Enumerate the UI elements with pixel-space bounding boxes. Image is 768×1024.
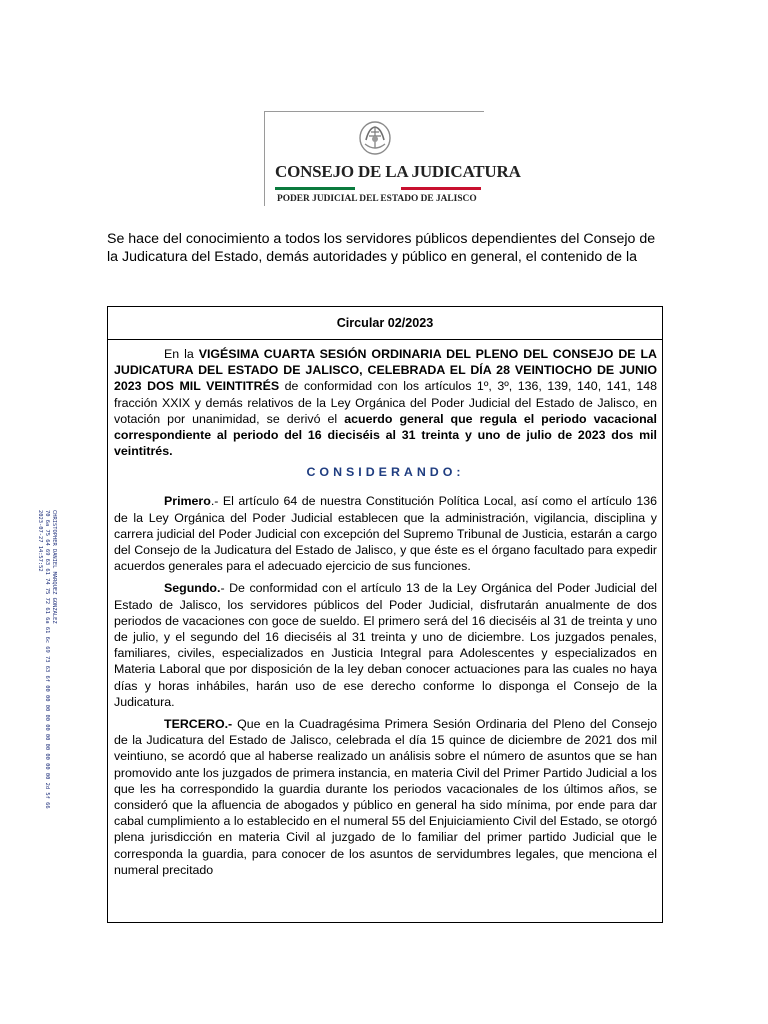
paragraph-primero [114, 493, 657, 574]
intro-text: Se hace del conocimiento a todos los servidores públicos dependientes del Consejo de la Judicatura del Estado, demás autoridades y público en general, el contenido de la [107, 231, 656, 265]
paragraph-text: .- El artículo 64 de nuestra Constitución Política Local, así como el artículo 136 de la Ley Orgánica del Poder Judicial establecen que la administración, vigilancia, disciplina y carrera judicial del Poder Judicial con excepción del Supremo Tribunal de Justicia, estarán a cargo del Consejo de la Judicatura del Estado de Jalisco, y que éste es el órgano facultado para expedir acuerdos generales para el adecuado ejercicio de sus funciones. [114, 494, 657, 574]
considerando-heading: CONSIDERANDO: [306, 465, 465, 480]
consejo-logo [264, 111, 521, 206]
opening-agreement: acuerdo general que regula el periodo vacacional correspondiente al periodo del 16 dieciséis al 31 treinta y uno de julio de 2023 dos mil veintitrés. [114, 411, 658, 459]
opening-session: VIGÉSIMA CUARTA SESIÓN ORDINARIA DEL PLENO DEL CONSEJO DE LA JUDICATURA DEL ESTADO DE JALISCO, CELEBRADA EL DÍA 28 VEINTIOCHO DE JUNIO 2023 DOS MIL VEINTITRÉS [114, 347, 657, 394]
stamp-line: CHRISTOPHER DANIEL MARQUEZ GONZALEZ [51, 510, 57, 624]
paragraph-text: - De conformidad con el artículo 13 de la Ley Orgánica del Poder Judicial del Estado de Jalisco, los servidores públicos del Poder Judicial, disfrutarán anualmente de dos periodos de vacaciones con goce de sueldo. El primero será del 16 dieciséis al 31 de treinta y uno de julio, y el segundo del 16 dieciséis al 31 treinta y uno de diciembre. Los juzgados penales, familiares, civiles, especializados en Justicia Integral para Adolescentes y especializados en Materia Laboral que por disposición de la ley deban conocer actuaciones para las cuales no haya días y horas inhábiles, harán uso de ese derecho conforme lo disponga el Consejo de la Judicatura. [114, 581, 657, 709]
circular-title: Circular 02/2023 [108, 307, 662, 340]
paragraph-segundo [114, 580, 657, 710]
opening-paragraph [114, 346, 657, 459]
paragraph-tercero [114, 716, 657, 878]
paragraph-label: Segundo. [164, 581, 221, 596]
opening-pre: En la [164, 347, 199, 361]
coat-of-arms-icon [357, 118, 393, 158]
opening-mid: de conformidad con los artículos 1º, 3º, 136, 139, 140, 141, 148 fracción XXIX y demás relativos de la Ley Orgánica del Poder Judicial del Estado de Jalisco, en votación por unanimidad, se derivó el [114, 379, 657, 426]
paragraph-text: Que en la Cuadragésima Primera Sesión Ordinaria del Pleno del Consejo de la Judicatura del Estado de Jalisco, celebrada el día 15 quince de diciembre de 2021 dos mil veintiuno, se acordó que al haberse realizado un análisis sobre el número de asuntos que se han promovido ante los juzgados de primera instancia, en materia Civil del Primer Partido Judicial a los que les ha correspondido la guardia durante los periodos vacacionales de los últimos años, se consideró que la afluencia de abogados y público en general ha sido mínima, por ende para dar cabal cumplimiento a lo establecido en el numeral 55 del Enjuiciamiento Civil del Estado, se otorgó plena jurisdicción en materia Civil al juzgado de lo familiar del primer partido Judicial que le corresponda la guardia, para conocer de los asuntos de servidumbres legales, que menciona el numeral precitado [114, 717, 657, 877]
org-subtitle: PODER JUDICIAL DEL ESTADO DE JALISCO [277, 194, 477, 204]
circular-body [108, 340, 662, 878]
stamp-line: 70 6a 75 64 69 63 61 74 75 72 61 6a 61 6c 69 73 63 6f 00 00 00 00 00 00 00 00 00 00 2d 5f 66 [44, 510, 50, 809]
stamp-line: 2023-07-27 14:57:52 [37, 510, 43, 572]
paragraph-label: TERCERO.- [164, 717, 233, 732]
paragraph-label: Primero [164, 494, 211, 509]
signature-stamp [36, 510, 57, 809]
org-name: CONSEJO DE LA JUDICATURA [275, 162, 521, 181]
flag-stripe [275, 187, 481, 190]
circular-box [107, 306, 663, 923]
